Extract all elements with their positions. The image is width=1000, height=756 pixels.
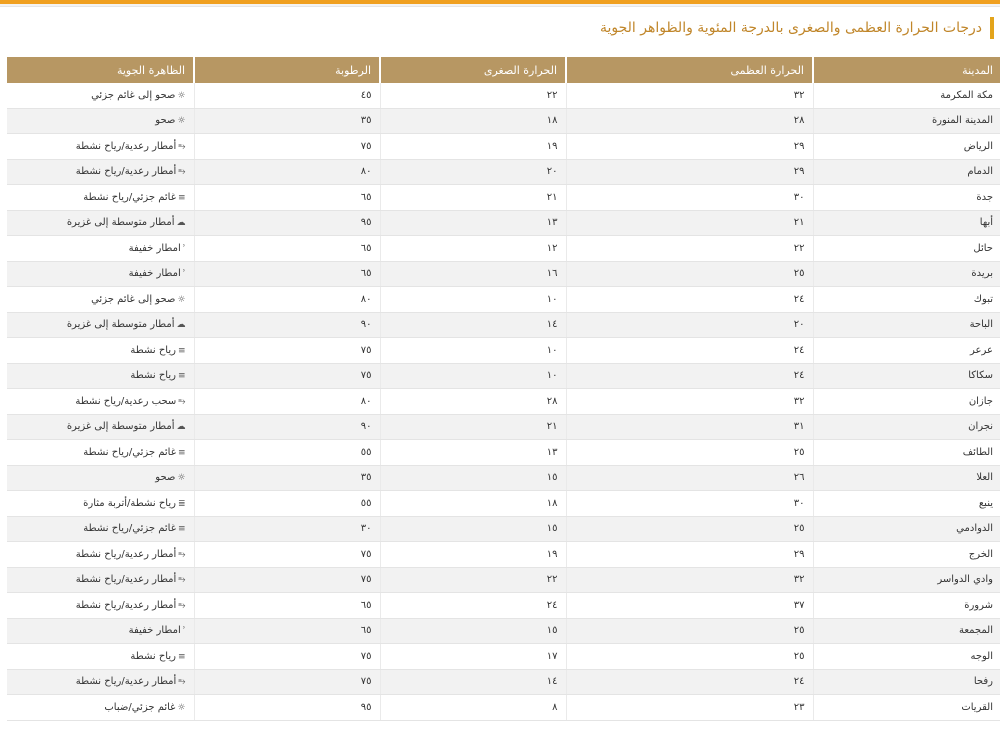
min-temp-cell: ٢٢ bbox=[380, 83, 566, 108]
city-cell: المدينة المنورة bbox=[813, 108, 1000, 134]
weather-icon: ☁ bbox=[176, 218, 186, 229]
city-cell: أبها bbox=[813, 210, 1000, 236]
city-cell: الدوادمي bbox=[813, 516, 1000, 542]
weather-icon: ʾ bbox=[182, 269, 186, 280]
min-temp-cell: ١٥ bbox=[380, 618, 566, 644]
min-temp-cell: ٨ bbox=[380, 695, 566, 721]
humidity-cell: ٩٠ bbox=[194, 312, 380, 338]
phenomenon-text: صحو bbox=[155, 115, 176, 127]
max-temp-cell: ٢٤ bbox=[566, 669, 813, 695]
table-row bbox=[7, 83, 1000, 108]
table-row bbox=[7, 695, 1000, 721]
table-row bbox=[7, 644, 1000, 670]
phenomenon-text: أمطار رعدية/رياح نشطة bbox=[75, 548, 177, 560]
weather-icon: ☁ bbox=[176, 422, 186, 433]
phenomenon-cell bbox=[7, 134, 194, 160]
table-row bbox=[7, 414, 1000, 440]
weather-icon: ☼ bbox=[177, 473, 186, 484]
phenomenon-cell bbox=[7, 465, 194, 491]
min-temp-cell: ١٣ bbox=[380, 440, 566, 466]
weather-icon: ⥱ bbox=[178, 396, 186, 407]
phenomenon-text: غائم جزئي/رياح نشطة bbox=[83, 191, 176, 203]
phenomenon-cell bbox=[7, 338, 194, 364]
max-temp-cell: ٢٣ bbox=[566, 695, 813, 721]
phenomenon-cell bbox=[7, 83, 194, 108]
city-cell: رفحا bbox=[813, 669, 1000, 695]
min-temp-cell: ١٩ bbox=[380, 542, 566, 568]
phenomenon-cell bbox=[7, 108, 194, 134]
phenomenon-cell bbox=[7, 593, 194, 619]
weather-icon: ⥱ bbox=[178, 575, 186, 586]
table-row bbox=[7, 134, 1000, 160]
city-cell: سكاكا bbox=[813, 363, 1000, 389]
max-temp-cell: ٣٢ bbox=[566, 567, 813, 593]
humidity-cell: ٦٥ bbox=[194, 261, 380, 287]
phenomenon-cell bbox=[7, 236, 194, 262]
min-temp-cell: ٢١ bbox=[380, 414, 566, 440]
weather-icon: ≡ bbox=[177, 345, 186, 356]
city-cell: شرورة bbox=[813, 593, 1000, 619]
humidity-cell: ٨٠ bbox=[194, 389, 380, 415]
city-cell: عرعر bbox=[813, 338, 1000, 364]
phenomenon-text: رياح نشطة bbox=[130, 344, 176, 356]
phenomenon-text: غائم جزئي/رياح نشطة bbox=[83, 446, 176, 458]
phenomenon-cell bbox=[7, 414, 194, 440]
min-temp-cell: ١٤ bbox=[380, 669, 566, 695]
min-temp-cell: ١٦ bbox=[380, 261, 566, 287]
phenomenon-cell bbox=[7, 389, 194, 415]
humidity-cell: ٣٠ bbox=[194, 516, 380, 542]
weather-icon: ≣ bbox=[177, 498, 186, 509]
table-row bbox=[7, 363, 1000, 389]
city-cell: القريات bbox=[813, 695, 1000, 721]
humidity-cell: ٦٥ bbox=[194, 236, 380, 262]
city-cell: الخرج bbox=[813, 542, 1000, 568]
phenomenon-cell bbox=[7, 261, 194, 287]
min-temp-cell: ١٠ bbox=[380, 287, 566, 313]
phenomenon-cell bbox=[7, 185, 194, 211]
weather-icon: ≡ bbox=[177, 651, 186, 662]
phenomenon-text: صحو bbox=[155, 472, 176, 484]
min-temp-cell: ٢٠ bbox=[380, 159, 566, 185]
table-row bbox=[7, 516, 1000, 542]
table-row bbox=[7, 465, 1000, 491]
table-row bbox=[7, 287, 1000, 313]
max-temp-cell: ٢٠ bbox=[566, 312, 813, 338]
header-max-temp: الحرارة العظمى bbox=[566, 57, 813, 83]
phenomenon-text: أمطار متوسطة إلى غزيرة bbox=[66, 421, 175, 433]
phenomenon-cell bbox=[7, 210, 194, 236]
city-cell: ينبع bbox=[813, 491, 1000, 517]
city-cell: الرياض bbox=[813, 134, 1000, 160]
weather-icon: ☼ bbox=[177, 702, 186, 713]
page-title: درجات الحرارة العظمى والصغرى بالدرجة المئوية والظواهر الجوية bbox=[599, 20, 982, 36]
phenomenon-cell bbox=[7, 159, 194, 185]
humidity-cell: ٨٠ bbox=[194, 159, 380, 185]
min-temp-cell: ٢١ bbox=[380, 185, 566, 211]
phenomenon-text: امطار خفيفة bbox=[128, 268, 181, 280]
max-temp-cell: ٢٥ bbox=[566, 644, 813, 670]
max-temp-cell: ٣٧ bbox=[566, 593, 813, 619]
max-temp-cell: ٢٦ bbox=[566, 465, 813, 491]
phenomenon-text: غائم جزئي/رياح نشطة bbox=[83, 523, 176, 535]
min-temp-cell: ١٨ bbox=[380, 491, 566, 517]
weather-icon: ☼ bbox=[177, 90, 186, 101]
max-temp-cell: ٣٠ bbox=[566, 185, 813, 211]
phenomenon-cell bbox=[7, 695, 194, 721]
humidity-cell: ٧٥ bbox=[194, 134, 380, 160]
city-cell: جازان bbox=[813, 389, 1000, 415]
phenomenon-text: أمطار رعدية/رياح نشطة bbox=[75, 140, 177, 152]
phenomenon-text: صحو إلى غائم جزئي bbox=[91, 89, 176, 101]
weather-icon: ⥱ bbox=[178, 141, 186, 152]
city-cell: الدمام bbox=[813, 159, 1000, 185]
min-temp-cell: ١٩ bbox=[380, 134, 566, 160]
min-temp-cell: ١٢ bbox=[380, 236, 566, 262]
max-temp-cell: ٣٢ bbox=[566, 389, 813, 415]
weather-table-container bbox=[7, 57, 993, 721]
min-temp-cell: ١٨ bbox=[380, 108, 566, 134]
weather-icon: ʾ bbox=[182, 243, 186, 254]
table-row bbox=[7, 210, 1000, 236]
table-row bbox=[7, 312, 1000, 338]
max-temp-cell: ٢٥ bbox=[566, 618, 813, 644]
humidity-cell: ٩٥ bbox=[194, 695, 380, 721]
humidity-cell: ٧٥ bbox=[194, 567, 380, 593]
weather-icon: ☼ bbox=[177, 294, 186, 305]
humidity-cell: ٦٥ bbox=[194, 593, 380, 619]
humidity-cell: ٥٥ bbox=[194, 440, 380, 466]
humidity-cell: ٩٠ bbox=[194, 414, 380, 440]
humidity-cell: ٧٥ bbox=[194, 669, 380, 695]
city-cell: الوجه bbox=[813, 644, 1000, 670]
phenomenon-text: سحب رعدية/رياح نشطة bbox=[75, 395, 177, 407]
city-cell: العلا bbox=[813, 465, 1000, 491]
header-min-temp: الحرارة الصغرى bbox=[380, 57, 566, 83]
table-row bbox=[7, 159, 1000, 185]
humidity-cell: ٧٥ bbox=[194, 338, 380, 364]
phenomenon-cell bbox=[7, 618, 194, 644]
phenomenon-text: رياح نشطة/أتربة مثارة bbox=[83, 497, 176, 509]
weather-table bbox=[7, 57, 1000, 721]
humidity-cell: ٨٠ bbox=[194, 287, 380, 313]
table-row bbox=[7, 593, 1000, 619]
max-temp-cell: ٢٩ bbox=[566, 134, 813, 160]
max-temp-cell: ٢٨ bbox=[566, 108, 813, 134]
city-cell: نجران bbox=[813, 414, 1000, 440]
table-row bbox=[7, 542, 1000, 568]
humidity-cell: ٦٥ bbox=[194, 618, 380, 644]
max-temp-cell: ٢٥ bbox=[566, 440, 813, 466]
min-temp-cell: ١٠ bbox=[380, 363, 566, 389]
min-temp-cell: ١٠ bbox=[380, 338, 566, 364]
phenomenon-text: أمطار رعدية/رياح نشطة bbox=[75, 166, 177, 178]
humidity-cell: ٦٥ bbox=[194, 185, 380, 211]
weather-icon: ʾ bbox=[182, 626, 186, 637]
phenomenon-cell bbox=[7, 312, 194, 338]
max-temp-cell: ٢٩ bbox=[566, 159, 813, 185]
table-row bbox=[7, 108, 1000, 134]
weather-icon: ⥱ bbox=[178, 549, 186, 560]
humidity-cell: ٤٥ bbox=[194, 83, 380, 108]
max-temp-cell: ٢١ bbox=[566, 210, 813, 236]
weather-icon: ⥱ bbox=[178, 167, 186, 178]
weather-icon: ≡ bbox=[177, 524, 186, 535]
humidity-cell: ٧٥ bbox=[194, 542, 380, 568]
phenomenon-text: أمطار متوسطة إلى غزيرة bbox=[66, 319, 175, 331]
min-temp-cell: ٢٤ bbox=[380, 593, 566, 619]
max-temp-cell: ٣٢ bbox=[566, 83, 813, 108]
weather-icon: ≡ bbox=[177, 371, 186, 382]
city-cell: الطائف bbox=[813, 440, 1000, 466]
phenomenon-text: أمطار رعدية/رياح نشطة bbox=[75, 599, 177, 611]
phenomenon-cell bbox=[7, 567, 194, 593]
min-temp-cell: ١٤ bbox=[380, 312, 566, 338]
city-cell: الباحة bbox=[813, 312, 1000, 338]
table-row bbox=[7, 236, 1000, 262]
header-humidity: الرطوبة bbox=[194, 57, 380, 83]
weather-icon: ⥱ bbox=[178, 600, 186, 611]
max-temp-cell: ٢٤ bbox=[566, 287, 813, 313]
phenomenon-cell bbox=[7, 542, 194, 568]
min-temp-cell: ١٥ bbox=[380, 516, 566, 542]
phenomenon-text: رياح نشطة bbox=[130, 370, 176, 382]
city-cell: تبوك bbox=[813, 287, 1000, 313]
weather-icon: ≡ bbox=[177, 192, 186, 203]
phenomenon-text: صحو إلى غائم جزئي bbox=[91, 293, 176, 305]
max-temp-cell: ٢٩ bbox=[566, 542, 813, 568]
city-cell: مكة المكرمة bbox=[813, 83, 1000, 108]
phenomenon-cell bbox=[7, 516, 194, 542]
phenomenon-text: غائم جزئي/ضباب bbox=[104, 701, 176, 713]
min-temp-cell: ١٧ bbox=[380, 644, 566, 670]
humidity-cell: ٩٥ bbox=[194, 210, 380, 236]
max-temp-cell: ٣١ bbox=[566, 414, 813, 440]
humidity-cell: ٧٥ bbox=[194, 363, 380, 389]
phenomenon-cell bbox=[7, 669, 194, 695]
phenomenon-text: أمطار رعدية/رياح نشطة bbox=[75, 574, 177, 586]
phenomenon-text: امطار خفيفة bbox=[128, 242, 181, 254]
phenomenon-cell bbox=[7, 440, 194, 466]
max-temp-cell: ٢٤ bbox=[566, 363, 813, 389]
humidity-cell: ٧٥ bbox=[194, 644, 380, 670]
phenomenon-text: أمطار متوسطة إلى غزيرة bbox=[66, 217, 175, 229]
max-temp-cell: ٢٥ bbox=[566, 516, 813, 542]
table-row bbox=[7, 669, 1000, 695]
phenomenon-text: رياح نشطة bbox=[130, 650, 176, 662]
weather-icon: ⥱ bbox=[178, 677, 186, 688]
weather-icon: ☼ bbox=[177, 116, 186, 127]
city-cell: المجمعة bbox=[813, 618, 1000, 644]
city-cell: بريدة bbox=[813, 261, 1000, 287]
max-temp-cell: ٢٥ bbox=[566, 261, 813, 287]
phenomenon-text: امطار خفيفة bbox=[128, 625, 181, 637]
max-temp-cell: ٢٤ bbox=[566, 338, 813, 364]
humidity-cell: ٥٥ bbox=[194, 491, 380, 517]
phenomenon-text: أمطار رعدية/رياح نشطة bbox=[75, 676, 177, 688]
max-temp-cell: ٣٠ bbox=[566, 491, 813, 517]
phenomenon-cell bbox=[7, 491, 194, 517]
phenomenon-cell bbox=[7, 287, 194, 313]
section-header bbox=[6, 15, 994, 41]
min-temp-cell: ٢٢ bbox=[380, 567, 566, 593]
weather-icon: ☁ bbox=[176, 320, 186, 331]
table-row bbox=[7, 618, 1000, 644]
min-temp-cell: ١٣ bbox=[380, 210, 566, 236]
phenomenon-cell bbox=[7, 363, 194, 389]
max-temp-cell: ٢٢ bbox=[566, 236, 813, 262]
min-temp-cell: ١٥ bbox=[380, 465, 566, 491]
header-city: المدينة bbox=[813, 57, 1000, 83]
phenomenon-cell bbox=[7, 644, 194, 670]
table-row bbox=[7, 389, 1000, 415]
city-cell: وادي الدواسر bbox=[813, 567, 1000, 593]
table-row bbox=[7, 567, 1000, 593]
humidity-cell: ٣٥ bbox=[194, 465, 380, 491]
weather-icon: ≡ bbox=[177, 447, 186, 458]
table-row bbox=[7, 491, 1000, 517]
table-row bbox=[7, 338, 1000, 364]
min-temp-cell: ٢٨ bbox=[380, 389, 566, 415]
table-row bbox=[7, 440, 1000, 466]
city-cell: جدة bbox=[813, 185, 1000, 211]
header-phenomenon: الظاهرة الجوية bbox=[7, 57, 194, 83]
table-row bbox=[7, 261, 1000, 287]
title-accent-bar bbox=[990, 17, 994, 39]
humidity-cell: ٣٥ bbox=[194, 108, 380, 134]
table-header-row bbox=[7, 57, 1000, 83]
top-strip bbox=[0, 4, 1000, 7]
table-row bbox=[7, 185, 1000, 211]
city-cell: حائل bbox=[813, 236, 1000, 262]
